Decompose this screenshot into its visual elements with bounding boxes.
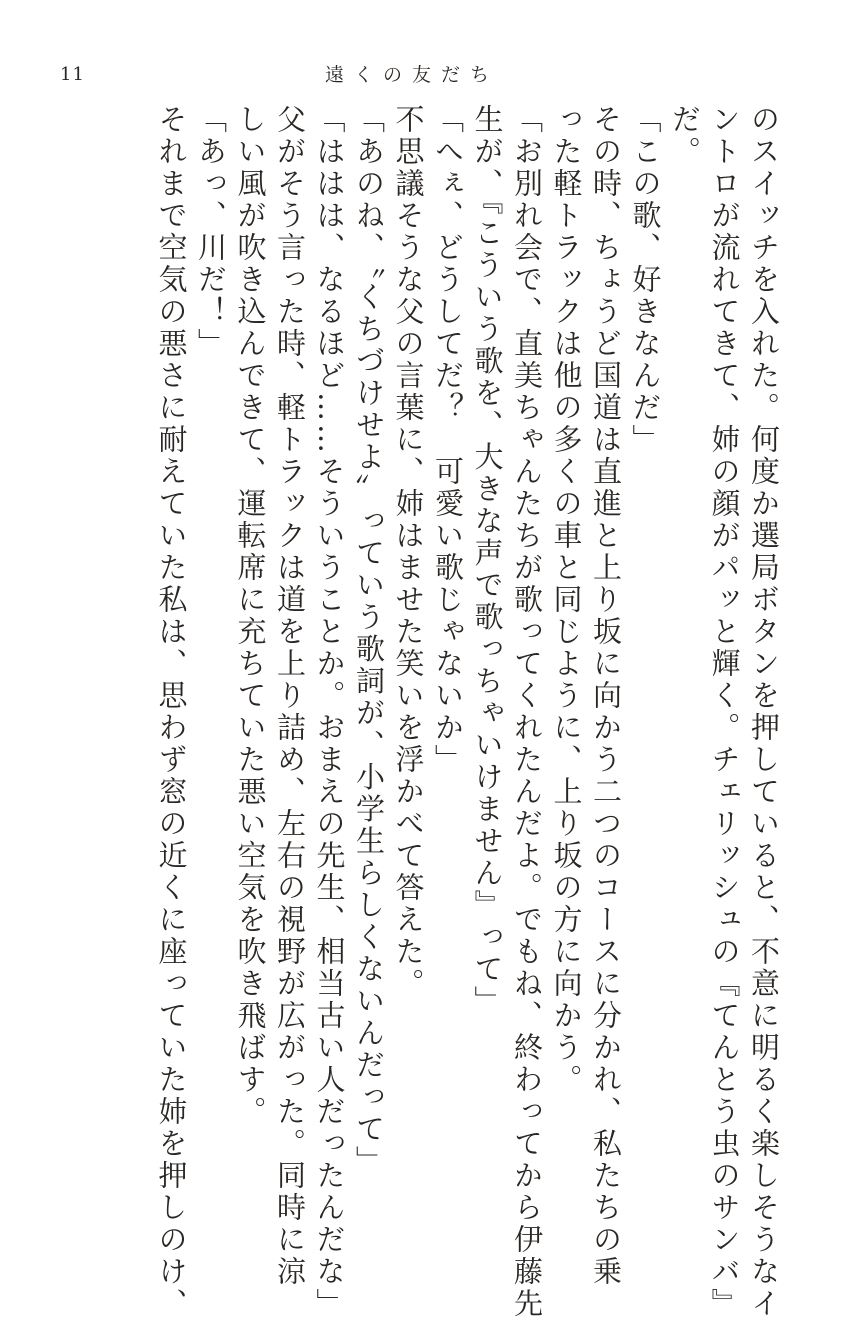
- text-line: のスイッチを入れた。何度か選局ボタンを押していると、不意に明るく楽しそうなイ: [747, 104, 781, 1320]
- page-number: 11: [60, 64, 85, 85]
- running-title: 遠くの友だち: [325, 64, 500, 86]
- text-line: 「へぇ、どうしてだ？ 可愛い歌じゃないか」: [431, 104, 465, 776]
- text-line: 「あっ、川だ！」: [194, 104, 228, 360]
- text-line: それまで空気の悪さに耐えていた私は、思わず窓の近くに座っていた姉を押しのけ、: [154, 104, 189, 1320]
- text-line: その時、ちょうど国道は直進と上り坂に向かう二つのコースに分かれ、私たちの乗: [589, 104, 623, 1288]
- vertical-body-text: [151, 104, 783, 1320]
- text-line: 不思議そうな父の言葉に、姉はませた笑いを浮かべて答えた。: [391, 104, 426, 1000]
- text-line: 「ははは、なるほど……そういうことか。おまえの先生、相当古い人だったんだな」: [312, 104, 347, 1320]
- text-line: しい風が吹き込んできて、運転席に充ちていた悪い空気を吹き飛ばす。: [233, 104, 268, 1128]
- text-line: 生が、『こういう歌を、大きな声で歌っちゃいけません』って」: [470, 104, 505, 1018]
- text-line: だ。: [668, 104, 702, 168]
- text-line: 「この歌、好きなんだ」: [628, 104, 663, 456]
- text-line: った軽トラックは他の多くの車と同じように、上り坂の方に向かう。: [549, 104, 584, 1096]
- text-line: 「あのね、〝くちづけせよ〟っていう歌詞が、小学生らしくないんだって」: [352, 104, 386, 1178]
- text-line: 父がそう言った時、軽トラックは道を上り詰め、左右の視野が広がった。同時に涼: [273, 104, 307, 1288]
- text-line: 「お別れ会で、直美ちゃんたちが歌ってくれたんだよ。でもね、終わってから伊藤先: [510, 104, 544, 1320]
- text-line: ントロが流れてきて、姉の顔がパッと輝く。チェリッシュの『てんとう虫のサンバ』: [707, 104, 742, 1320]
